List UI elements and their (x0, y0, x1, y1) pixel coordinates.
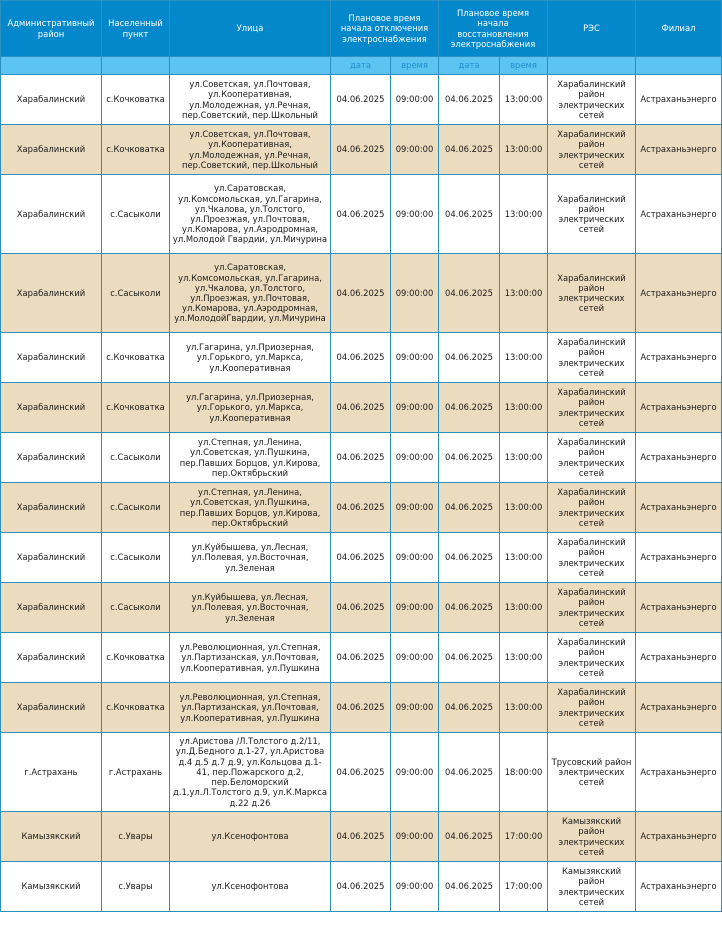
cell-branch: Астраханьэнерго (636, 533, 722, 583)
cell-off-date: 04.06.2025 (331, 812, 391, 862)
cell-district: Харабалинский (1, 633, 102, 683)
cell-district: Харабалинский (1, 583, 102, 633)
cell-on-time: 13:00:00 (500, 633, 548, 683)
table-row (1, 683, 722, 733)
cell-off-date: 04.06.2025 (331, 633, 391, 683)
table-row (1, 862, 722, 912)
cell-res: Харабалинский район электрических сетей (548, 433, 636, 483)
table-row (1, 254, 722, 333)
cell-street: ул.Гагарина, ул.Приозерная, ул.Горького, ул.Маркса, ул.Кооперативная (170, 333, 331, 383)
cell-res: Камызякский район электрических сетей (548, 812, 636, 862)
cell-res: Харабалинский район электрических сетей (548, 75, 636, 125)
cell-res: Трусовский район электрических сетей (548, 733, 636, 812)
header-off-time: Плановое время начала отключения электроснабжения (331, 1, 439, 57)
subheader-empty (102, 57, 170, 75)
cell-street: ул.Степная, ул.Ленина, ул.Советская, ул.Пушкина, пер.Павших Борцов, ул.Кирова, пер.Октябрьский (170, 483, 331, 533)
cell-res: Харабалинский район электрических сетей (548, 125, 636, 175)
cell-on-time: 13:00:00 (500, 533, 548, 583)
cell-district: Камызякский (1, 862, 102, 912)
cell-on-date: 04.06.2025 (439, 383, 500, 433)
cell-on-date: 04.06.2025 (439, 733, 500, 812)
cell-street: ул.Куйбышева, ул.Лесная, ул.Полевая, ул.Восточная, ул.Зеленая (170, 533, 331, 583)
cell-on-time: 13:00:00 (500, 433, 548, 483)
cell-off-time: 09:00:00 (391, 433, 439, 483)
cell-settlement: с.Сасыколи (102, 483, 170, 533)
cell-res: Харабалинский район электрических сетей (548, 633, 636, 683)
subheader-empty (170, 57, 331, 75)
cell-branch: Астраханьэнерго (636, 733, 722, 812)
cell-district: Харабалинский (1, 533, 102, 583)
cell-settlement: с.Сасыколи (102, 433, 170, 483)
cell-on-date: 04.06.2025 (439, 125, 500, 175)
cell-street: ул.Революционная, ул.Степная, ул.Партизанская, ул.Почтовая, ул.Кооперативная, ул.Пушкина (170, 683, 331, 733)
cell-district: г.Астрахань (1, 733, 102, 812)
cell-res: Камызякский район электрических сетей (548, 862, 636, 912)
cell-district: Харабалинский (1, 125, 102, 175)
table-row (1, 483, 722, 533)
cell-on-date: 04.06.2025 (439, 583, 500, 633)
cell-district: Харабалинский (1, 333, 102, 383)
cell-on-date: 04.06.2025 (439, 862, 500, 912)
cell-district: Харабалинский (1, 483, 102, 533)
cell-branch: Астраханьэнерго (636, 483, 722, 533)
cell-branch: Астраханьэнерго (636, 125, 722, 175)
cell-on-time: 13:00:00 (500, 254, 548, 333)
cell-branch: Астраханьэнерго (636, 175, 722, 254)
cell-res: Харабалинский район электрических сетей (548, 254, 636, 333)
cell-off-time: 09:00:00 (391, 683, 439, 733)
table-row (1, 633, 722, 683)
cell-street: ул.Степная, ул.Ленина, ул.Советская, ул.Пушкина, пер.Павших Борцов, ул.Кирова, пер.Октябрьский (170, 433, 331, 483)
cell-off-time: 09:00:00 (391, 812, 439, 862)
cell-on-time: 13:00:00 (500, 125, 548, 175)
cell-street: ул.Аристова /Л.Толстого д.2/11, ул.Д.Бедного д.1-27, ул.Аристова д.4 д.5 д.7 д.9, ул.Кольцова д.1-41, пер.Пожарского д.2, пер.Беломорский д.1,ул.Л.Толстого д.9, ул.К.Маркса д.22 д.26 (170, 733, 331, 812)
table-row (1, 125, 722, 175)
cell-on-date: 04.06.2025 (439, 533, 500, 583)
cell-district: Харабалинский (1, 75, 102, 125)
cell-res: Харабалинский район электрических сетей (548, 583, 636, 633)
cell-off-date: 04.06.2025 (331, 254, 391, 333)
cell-street: ул.Революционная, ул.Степная, ул.Партизанская, ул.Почтовая, ул.Кооперативная, ул.Пушкина (170, 633, 331, 683)
cell-street: ул.Куйбышева, ул.Лесная, ул.Полевая, ул.Восточная, ул.Зеленая (170, 583, 331, 633)
table-row (1, 383, 722, 433)
cell-off-time: 09:00:00 (391, 633, 439, 683)
cell-district: Харабалинский (1, 254, 102, 333)
cell-on-date: 04.06.2025 (439, 633, 500, 683)
header-district: Административный район (1, 1, 102, 57)
cell-settlement: с.Сасыколи (102, 533, 170, 583)
cell-on-time: 17:00:00 (500, 812, 548, 862)
cell-on-date: 04.06.2025 (439, 333, 500, 383)
cell-off-date: 04.06.2025 (331, 383, 391, 433)
cell-on-time: 13:00:00 (500, 683, 548, 733)
cell-off-date: 04.06.2025 (331, 733, 391, 812)
cell-off-time: 09:00:00 (391, 125, 439, 175)
cell-off-time: 09:00:00 (391, 175, 439, 254)
cell-branch: Астраханьэнерго (636, 683, 722, 733)
cell-res: Харабалинский район электрических сетей (548, 383, 636, 433)
cell-on-time: 13:00:00 (500, 333, 548, 383)
cell-on-date: 04.06.2025 (439, 433, 500, 483)
cell-on-time: 17:00:00 (500, 862, 548, 912)
cell-on-date: 04.06.2025 (439, 683, 500, 733)
cell-settlement: с.Увары (102, 812, 170, 862)
cell-res: Харабалинский район электрических сетей (548, 483, 636, 533)
cell-settlement: с.Сасыколи (102, 254, 170, 333)
cell-off-time: 09:00:00 (391, 254, 439, 333)
cell-branch: Астраханьэнерго (636, 862, 722, 912)
cell-res: Харабалинский район электрических сетей (548, 533, 636, 583)
cell-on-time: 13:00:00 (500, 175, 548, 254)
cell-settlement: с.Сасыколи (102, 175, 170, 254)
cell-res: Харабалинский район электрических сетей (548, 175, 636, 254)
subheader-on-time: время (500, 57, 548, 75)
table-body (1, 75, 722, 912)
cell-district: Камызякский (1, 812, 102, 862)
cell-branch: Астраханьэнерго (636, 383, 722, 433)
cell-street: ул.Саратовская, ул.Комсомольская, ул.Гагарина, ул.Чкалова, ул.Толстого, ул.Проезжая, ул.Почтовая, ул.Комарова, ул.Аэродромная, ул.Молодой Гвардии, ул.Мичурина (170, 175, 331, 254)
header-restore-time: Плановое время начала восстановления электроснабжения (439, 1, 548, 57)
cell-street: ул.Ксенофонтова (170, 862, 331, 912)
cell-on-date: 04.06.2025 (439, 254, 500, 333)
cell-res: Харабалинский район электрических сетей (548, 333, 636, 383)
cell-settlement: г.Астрахань (102, 733, 170, 812)
cell-branch: Астраханьэнерго (636, 812, 722, 862)
header-settlement: Населенный пункт (102, 1, 170, 57)
cell-off-time: 09:00:00 (391, 483, 439, 533)
cell-off-time: 09:00:00 (391, 733, 439, 812)
table-row (1, 583, 722, 633)
header-branch: Филиал (636, 1, 722, 57)
table-header (1, 1, 722, 75)
cell-branch: Астраханьэнерго (636, 633, 722, 683)
cell-off-time: 09:00:00 (391, 862, 439, 912)
cell-on-date: 04.06.2025 (439, 175, 500, 254)
cell-branch: Астраханьэнерго (636, 333, 722, 383)
cell-settlement: с.Кочковатка (102, 75, 170, 125)
cell-settlement: с.Кочковатка (102, 125, 170, 175)
cell-street: ул.Саратовская, ул.Комсомольская, ул.Гагарина, ул.Чкалова, ул.Толстого, ул.Проезжая, ул.Почтовая, ул.Комарова, ул.Аэродромная, ул.МолодойГвардии, ул.Мичурина (170, 254, 331, 333)
cell-res: Харабалинский район электрических сетей (548, 683, 636, 733)
table-row (1, 75, 722, 125)
cell-off-date: 04.06.2025 (331, 683, 391, 733)
cell-off-time: 09:00:00 (391, 383, 439, 433)
cell-branch: Астраханьэнерго (636, 583, 722, 633)
cell-district: Харабалинский (1, 383, 102, 433)
cell-off-date: 04.06.2025 (331, 533, 391, 583)
cell-off-time: 09:00:00 (391, 75, 439, 125)
cell-off-date: 04.06.2025 (331, 483, 391, 533)
table-row (1, 433, 722, 483)
cell-on-time: 13:00:00 (500, 75, 548, 125)
subheader-empty (548, 57, 636, 75)
cell-on-time: 18:00:00 (500, 733, 548, 812)
cell-off-date: 04.06.2025 (331, 583, 391, 633)
table-row (1, 533, 722, 583)
cell-on-date: 04.06.2025 (439, 812, 500, 862)
subheader-on-date: дата (439, 57, 500, 75)
cell-off-date: 04.06.2025 (331, 125, 391, 175)
cell-settlement: с.Кочковатка (102, 333, 170, 383)
cell-branch: Астраханьэнерго (636, 254, 722, 333)
header-street: Улица (170, 1, 331, 57)
cell-settlement: с.Кочковатка (102, 633, 170, 683)
cell-district: Харабалинский (1, 433, 102, 483)
cell-on-time: 13:00:00 (500, 383, 548, 433)
cell-settlement: с.Кочковатка (102, 683, 170, 733)
subheader-off-time: время (391, 57, 439, 75)
cell-branch: Астраханьэнерго (636, 75, 722, 125)
cell-off-date: 04.06.2025 (331, 862, 391, 912)
table-row (1, 333, 722, 383)
table-row (1, 175, 722, 254)
cell-on-time: 13:00:00 (500, 483, 548, 533)
cell-district: Харабалинский (1, 175, 102, 254)
cell-settlement: с.Сасыколи (102, 583, 170, 633)
cell-settlement: с.Увары (102, 862, 170, 912)
cell-off-time: 09:00:00 (391, 333, 439, 383)
cell-street: ул.Гагарина, ул.Приозерная, ул.Горького, ул.Маркса, ул.Кооперативная (170, 383, 331, 433)
cell-settlement: с.Кочковатка (102, 383, 170, 433)
cell-branch: Астраханьэнерго (636, 433, 722, 483)
cell-off-date: 04.06.2025 (331, 75, 391, 125)
cell-off-date: 04.06.2025 (331, 175, 391, 254)
header-row (1, 1, 722, 57)
cell-on-date: 04.06.2025 (439, 75, 500, 125)
table-row (1, 812, 722, 862)
cell-street: ул.Ксенофонтова (170, 812, 331, 862)
cell-district: Харабалинский (1, 683, 102, 733)
subheader-empty (636, 57, 722, 75)
cell-on-time: 13:00:00 (500, 583, 548, 633)
cell-off-time: 09:00:00 (391, 533, 439, 583)
subheader-row (1, 57, 722, 75)
table-row (1, 733, 722, 812)
header-res: РЭС (548, 1, 636, 57)
cell-off-date: 04.06.2025 (331, 333, 391, 383)
subheader-off-date: дата (331, 57, 391, 75)
cell-on-date: 04.06.2025 (439, 483, 500, 533)
cell-off-date: 04.06.2025 (331, 433, 391, 483)
subheader-empty (1, 57, 102, 75)
cell-off-time: 09:00:00 (391, 583, 439, 633)
cell-street: ул.Советская, ул.Почтовая, ул.Кооперативная, ул.Молодежная, ул.Речная, пер.Советский, пер.Школьный (170, 125, 331, 175)
cell-street: ул.Советская, ул.Почтовая, ул.Кооперативная, ул.Молодежная, ул.Речная, пер.Советский, пер.Школьный (170, 75, 331, 125)
